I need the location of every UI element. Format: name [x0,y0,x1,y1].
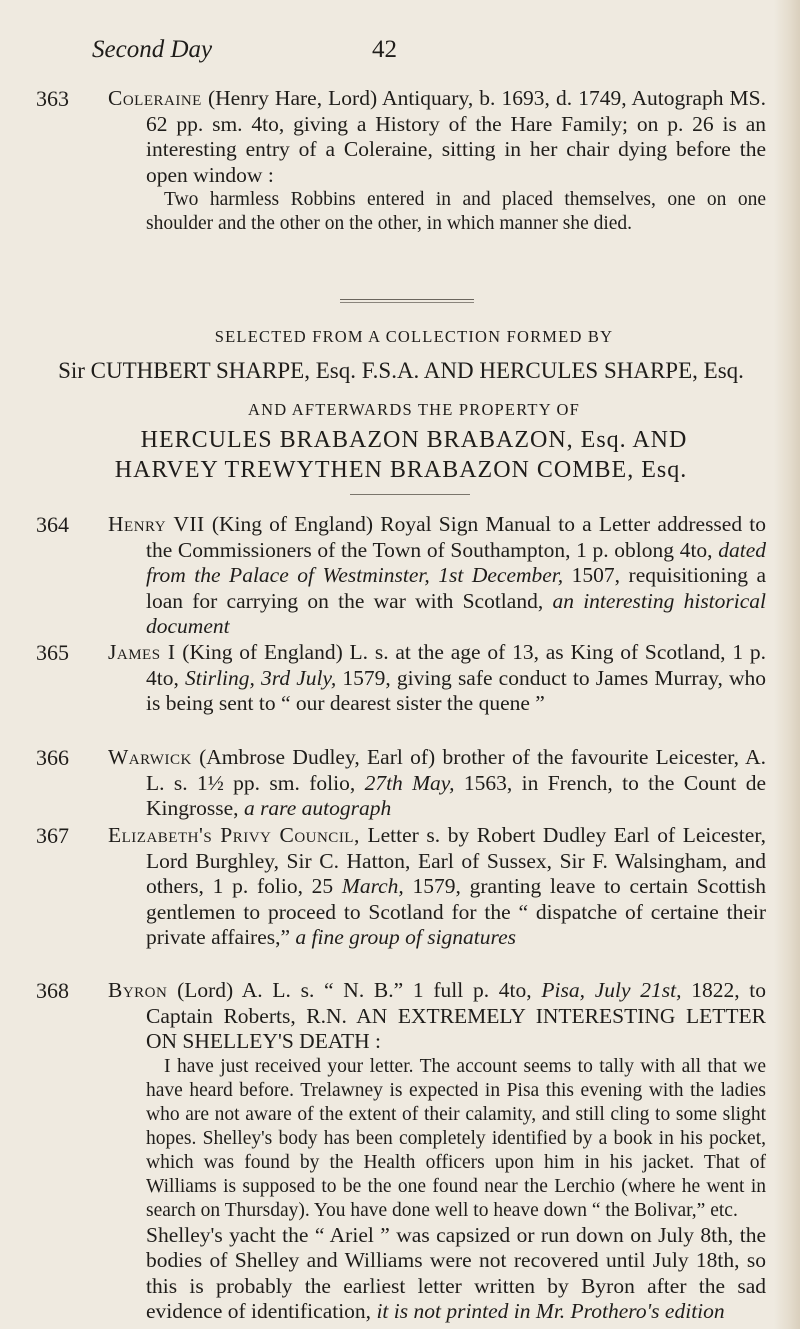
lot-text-2: 1563, in French, to the Count de Kingrosse, [146,770,767,820]
lot-text-2: 1822, to Captain Roberts, R.N. AN EXTREMELY INTERESTING LETTER ON SHELLEY'S DEATH : [146,978,767,1053]
lot-364 [36,512,766,640]
lot-quote: I have just received your letter. The account seems to tally with all that we have heard before. Trelawney is expected in Pisa this evening with the ladies who are not aware of the extent of their calamity, and still cling to some slight hopes. Shelley's body has been completely identified by a book in his pocket, which was found by the Health officers upon him in his jacket. That of Williams is supposed to be the one found near the Lerchio (where he went in search on Thursday). You have done well to heave down “ the Bolivar,” etc. [146,1055,766,1221]
section-divider [340,299,474,303]
running-head-title: Second Day [92,36,213,63]
lot-description [108,512,766,640]
lot-description [108,823,766,951]
lot-367 [36,823,766,951]
lot-description [108,745,766,822]
lot-number: 365 [36,640,69,665]
lot-description [108,978,766,1055]
page-number: 42 [372,36,397,63]
lot-number: 367 [36,823,69,848]
lot-name: Byron [108,978,168,1002]
lot-text: (Ambrose Dudley, Earl of) brother of the favourite Leicester, A. L. s. 1½ pp. sm. folio, [146,745,767,795]
lot-name: Elizabeth's Privy Council, [108,823,360,847]
lot-368 [36,978,766,1325]
lot-text-2: 1579, granting leave to certain Scottish gentlemen to proceed to Scotland for the “ dispatche of certaine their private affaires,” [146,874,767,949]
lot-note: an interesting historical document [146,588,767,638]
page-edge-shadow [774,0,800,1329]
lot-number: 368 [36,978,69,1003]
collection-line-4: HERCULES BRABAZON BRABAZON, Esq. AND [140,427,688,453]
section-divider-2 [350,494,470,495]
collection-line-3: AND AFTERWARDS THE PROPERTY OF [247,400,581,419]
lot-date: March, [341,874,404,898]
lot-name: Warwick [108,745,192,769]
lot-text-2: 1579, giving safe conduct to James Murray, who is being sent to “ our dearest sister the quene ” [146,665,767,715]
lot-date: Pisa, July 21st, [541,978,682,1002]
lot-name: James I [108,640,176,664]
lot-commentary-note: it is not printed in Mr. Prothero's edition [376,1299,725,1323]
lot-name: Henry VII [108,512,205,536]
lot-number: 366 [36,745,69,770]
lot-note: a fine group of signatures [295,925,516,949]
collection-line-1: SELECTED FROM A COLLECTION FORMED BY [214,327,614,346]
lot-description [108,640,766,717]
collection-line-2: Sir CUTHBERT SHARPE, Esq. F.S.A. AND HERCULES SHARPE, Esq. [58,358,744,383]
lot-366 [36,745,766,822]
lot-text: (Lord) A. L. s. “ N. B.” 1 full p. 4to, [177,978,532,1002]
lot-text: (King of England) Royal Sign Manual to a Letter addressed to the Commissioners of the Town of Southampton, 1 p. oblong 4to, [146,512,766,562]
lot-363 [36,86,766,236]
lot-text: (King of England) L. s. at the age of 13, as King of Scotland, 1 p. 4to, [146,640,767,690]
lot-date: dated from the Palace of Westminster, 1st December, [146,537,767,587]
running-head [92,36,732,72]
lot-commentary-text: Shelley's yacht the “ Ariel ” was capsized or run down on July 8th, the bodies of Shelley and Williams were not recovered until July 18th, so this is probably the earliest letter written by Byron after the sad evidence of identification, [146,1222,766,1323]
lot-name: Coleraine [108,86,202,110]
lot-quote: Two harmless Robbins entered in and placed themselves, one on one shoulder and the other on the other, in which manner she died. [146,189,766,234]
lot-description [108,86,766,188]
lot-text: (Henry Hare, Lord) Antiquary, b. 1693, d. 1749, Autograph MS. 62 pp. sm. 4to, giving a History of the Hare Family; on p. 26 is an interesting entry of a Coleraine, sitting in her chair dying before the open window : [146,86,767,187]
lot-date: 27th May, [364,770,455,795]
lot-365 [36,640,766,717]
lot-note: a rare autograph [243,796,392,820]
lot-number: 364 [36,512,69,537]
lot-commentary [146,1223,766,1325]
lot-date: Stirling, 3rd July, [185,665,337,690]
lot-text-2: 1507, requisitioning a loan for carrying on the war with Scotland, [146,563,767,613]
lot-number: 363 [36,86,69,111]
collection-line-5: HARVEY TREWYTHEN BRABAZON COMBE, Esq. [114,457,688,483]
lot-text: Letter s. by Robert Dudley Earl of Leicester, Lord Burghley, Sir C. Hatton, Earl of Sussex, Sir F. Walsingham, and others, 1 p. folio, 25 [146,823,766,898]
